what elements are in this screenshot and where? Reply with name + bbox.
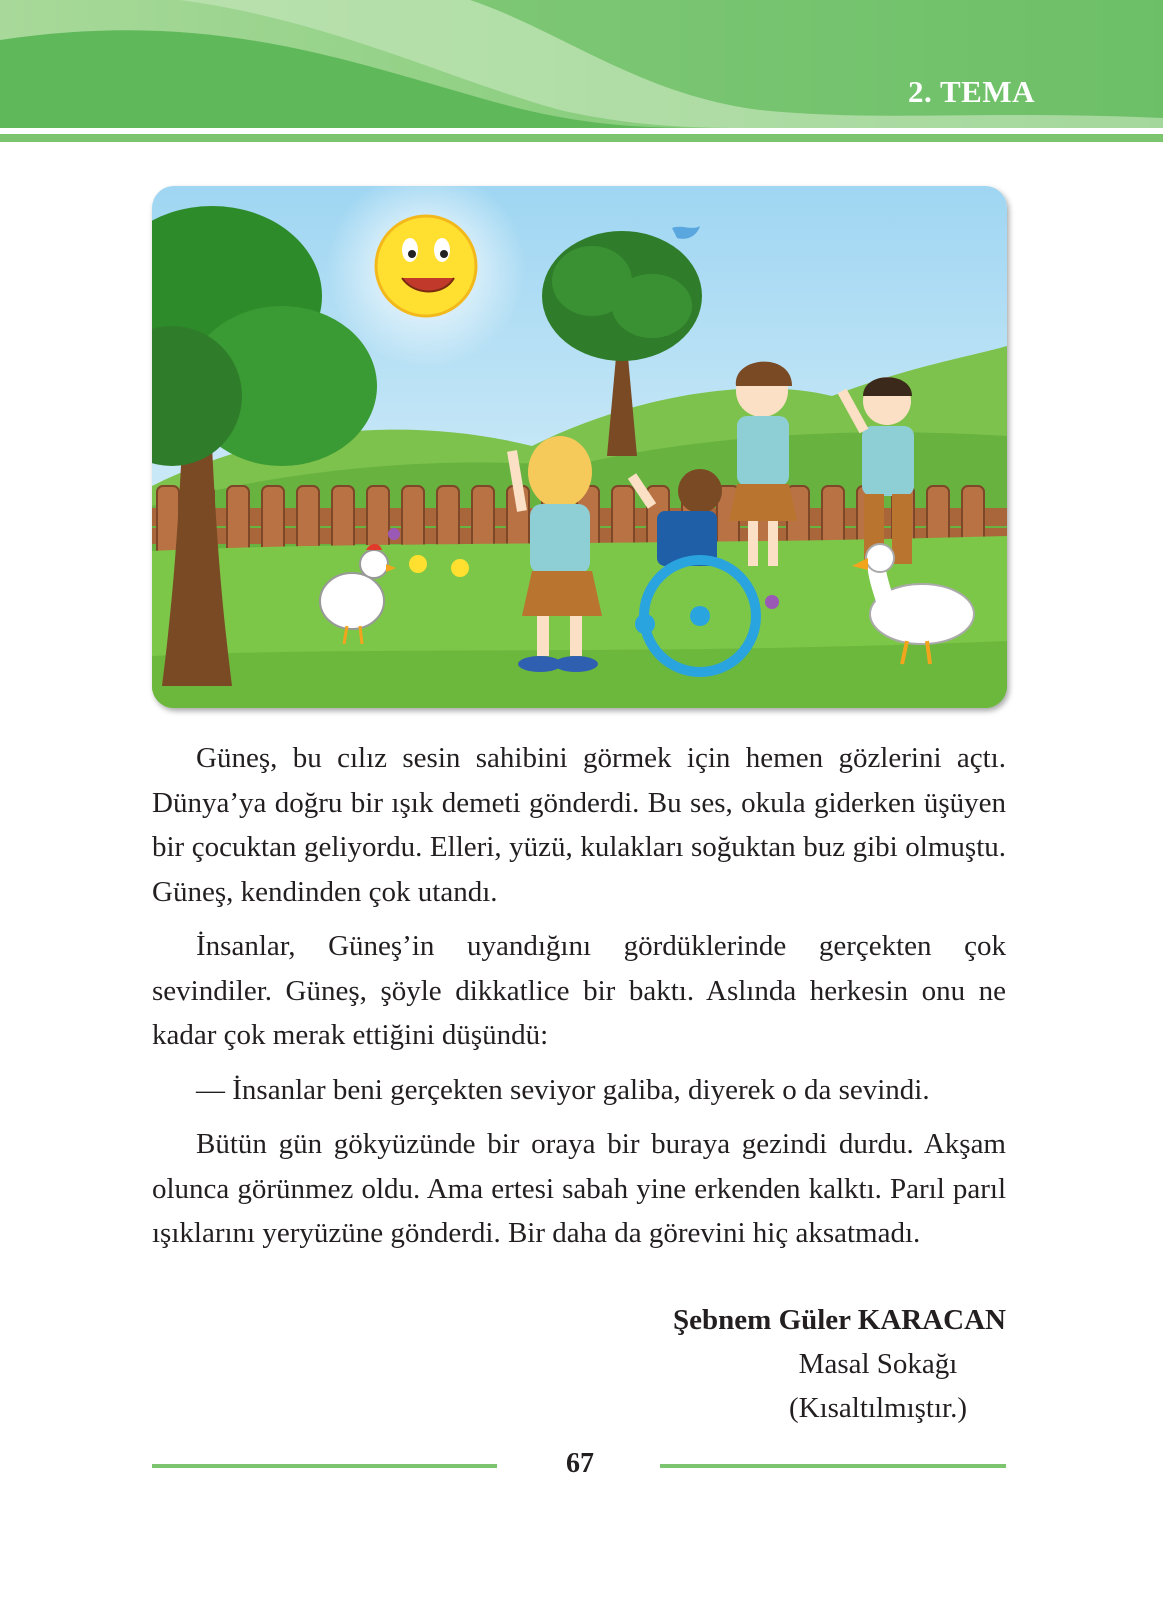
footer-divider-right (660, 1464, 1006, 1468)
smiling-sun (376, 216, 476, 316)
header-banner (0, 0, 1163, 150)
author-name: Şebnem Güler KARACAN (673, 1304, 1006, 1336)
book-title: Masal Sokağı (798, 1348, 958, 1380)
story-illustration (152, 186, 1007, 708)
flower (388, 528, 400, 540)
park-scene-illustration (152, 186, 1007, 708)
flower (765, 595, 779, 609)
story-text (152, 736, 1006, 1266)
paragraph: — İnsanlar beni gerçekten seviyor galiba, diyerek o da sevindi. (196, 1073, 930, 1106)
paragraph: Güneş, bu cılız sesin sahibini görmek için hemen gözlerini açtı. Dünya’ya doğru bir ışık demeti gönderdi. Bu ses, okula giderken üşüyen bir çocuktan geliyordu. Elleri, yüzü, kulakları soğuktan buz gibi olmuştu. Güneş, kendinden çok utandı. (152, 742, 1006, 908)
chick (409, 555, 427, 573)
page-number: 67 (566, 1448, 594, 1479)
paragraph: Bütün gün gökyüzünde bir oraya bir buraya gezindi durdu. Akşam olunca görünmez oldu. Ama ertesi sabah yine erkenden kalktı. Parıl parıl ışıklarını yeryüzüne gönderdi. Bir daha da görevini hiç aksatmadı. (152, 1128, 1006, 1249)
theme-label: 2. TEMA (908, 74, 1035, 109)
credits (560, 1298, 1006, 1430)
abridged-note: (Kısaltılmıştır.) (788, 1392, 968, 1424)
footer-divider-left (152, 1464, 497, 1468)
paragraph: İnsanlar, Güneş’in uyandığını gördüklerinde gerçekten çok sevindiler. Güneş, şöyle dikkatlice bir baktı. Aslında herkesin onu ne kadar çok merak ettiğini düşündü: (152, 930, 1006, 1051)
chick (451, 559, 469, 577)
